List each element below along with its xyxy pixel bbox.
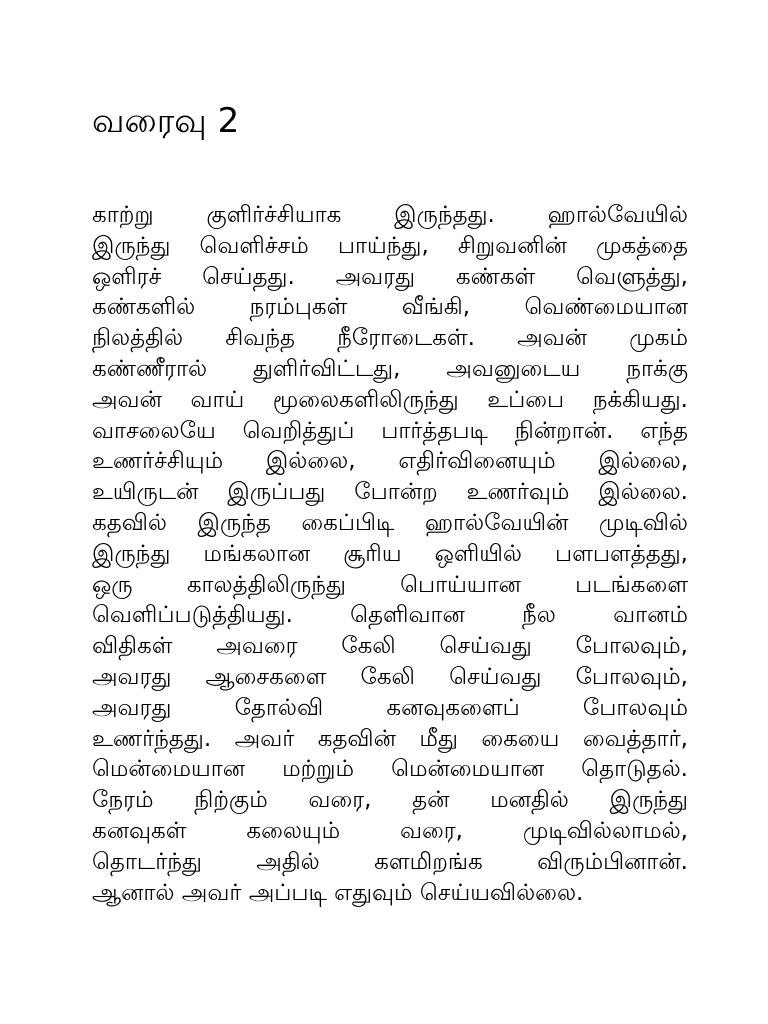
text-line: காற்று குளிர்ச்சியாக இருந்தது. ஹால்வேயில்	[92, 202, 688, 228]
document-page	[92, 0, 688, 1024]
text-line: ஒரு காலத்திலிருந்து பொய்யான படங்களை	[92, 571, 688, 598]
text-line: கண்ணீரால் துளிர்விட்டது, அவனுடைய நாக்கு	[92, 355, 688, 382]
text-line: இருந்து மங்கலான சூரிய ஒளியில் பளபளத்தது,	[92, 540, 688, 567]
body-paragraph	[92, 200, 688, 908]
text-line: உயிருடன் இருப்பது போன்ற உணர்வும் இல்லை.	[92, 479, 688, 506]
text-line: அவன் வாய் மூலைகளிலிருந்து உப்பை நக்கியது.	[92, 386, 688, 413]
text-line: வெளிப்படுத்தியது. தெளிவான நீல வானம்	[92, 602, 688, 629]
text-line: உணர்ந்தது. அவர் கதவின் மீது கையை வைத்தார்,	[92, 725, 688, 752]
text-line-last: ஆனால் அவர் அப்படி எதுவும் செய்யவில்லை.	[92, 879, 584, 906]
text-line: தொடர்ந்து அதில் களமிறங்க விரும்பினான்.	[92, 848, 688, 875]
text-line: ஒளிரச் செய்தது. அவரது கண்கள் வெளுத்து,	[92, 263, 688, 290]
text-line: நேரம் நிற்கும் வரை, தன் மனதில் இருந்து	[92, 787, 688, 814]
text-line: அவரது தோல்வி கனவுகளைப் போலவும்	[92, 694, 688, 721]
text-line: கண்களில் நரம்புகள் வீங்கி, வெண்மையான	[92, 294, 688, 321]
text-line: மென்மையான மற்றும் மென்மையான தொடுதல்.	[92, 756, 688, 783]
text-line: இருந்து வெளிச்சம் பாய்ந்து, சிறுவனின் முகத்தை	[92, 232, 688, 259]
text-line: நிலத்தில் சிவந்த நீரோடைகள். அவன் முகம்	[92, 325, 688, 352]
text-line: வாசலையே வெறித்துப் பார்த்தபடி நின்றான். எந்த	[92, 417, 688, 444]
text-line: கனவுகள் கலையும் வரை, முடிவில்லாமல்,	[92, 817, 688, 844]
text-line: அவரது ஆசைகளை கேலி செய்வது போலவும்,	[92, 663, 688, 690]
text-line: கதவில் இருந்த கைப்பிடி ஹால்வேயின் முடிவில்	[92, 509, 688, 536]
text-line: விதிகள் அவரை கேலி செய்வது போலவும்,	[92, 633, 688, 660]
text-line: உணர்ச்சியும் இல்லை, எதிர்வினையும் இல்லை,	[92, 448, 688, 475]
chapter-title: வரைவு 2	[92, 101, 240, 141]
